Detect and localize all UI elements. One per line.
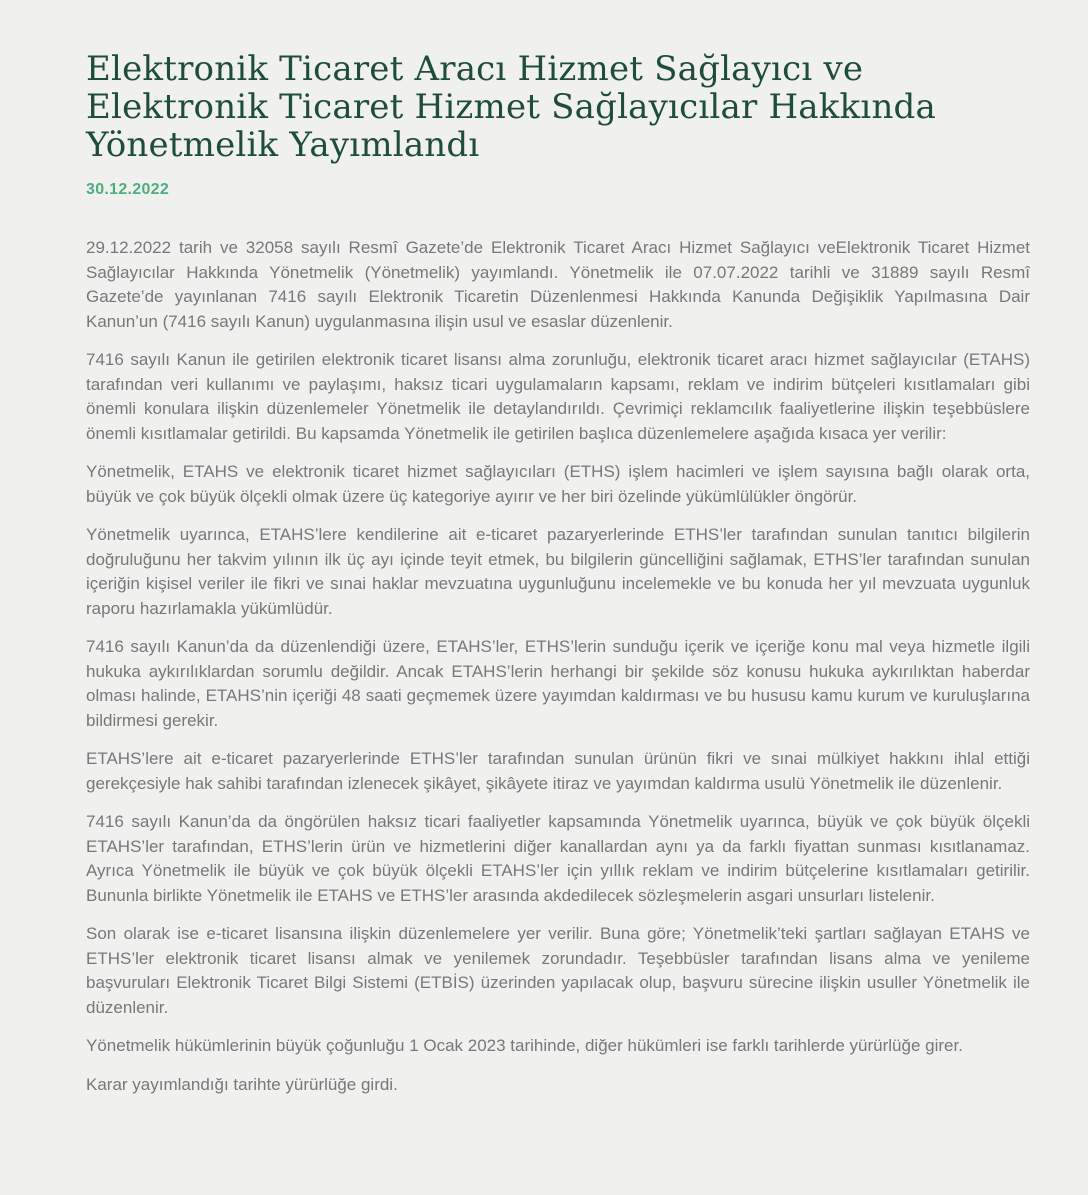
publish-date: 30.12.2022 (86, 181, 170, 198)
page-title (86, 50, 1030, 164)
article-paragraph: Son olarak ise e-ticaret lisansına ilişkin düzenlemelere yer verilir. Buna göre; Yönetmelik’teki şartları sağlayan ETAHS ve ETHS’ler elektronik ticaret lisansı almak ve yenilemek zorundadır. Teşebbüsler tarafından lisans alma ve yenileme başvuruları Elektronik Ticaret Bilgi Sistemi (ETBİS) üzerinden yapılacak olup, başvuru sürecine ilişkin usuller Yönetmelik ile düzenlenir. (86, 924, 1030, 1017)
article-paragraph: 7416 sayılı Kanun ile getirilen elektronik ticaret lisansı alma zorunluğu, elektronik ticaret aracı hizmet sağlayıcılar (ETAHS) tarafından veri kullanımı ve paylaşımı, haksız ticari uygulamaların kapsamı, reklam ve indirim bütçeleri kısıtlamaları gibi önemli konulara ilişkin düzenlemeler Yönetmelik ile detaylandırıldı. Çevrimiçi reklamcılık faaliyetlerine ilişkin teşebbüslere önemli kısıtlamalar getirildi. Bu kapsamda Yönetmelik ile getirilen başlıca düzenlemelere aşağıda kısaca yer verilir: (86, 350, 1030, 443)
article-paragraph: Yönetmelik uyarınca, ETAHS’lere kendilerine ait e-ticaret pazaryerlerinde ETHS’ler tarafından sunulan tanıtıcı bilgilerin doğruluğunu her takvim yılının ilk üç ayı içinde teyit etmek, bu bilgilerin güncelliğini sağlamak, ETHS’ler tarafından sunulan içeriğin kişisel veriler ile fikri ve sınai haklar mevzuatına uygunluğunu incelemekle ve bu konuda her yıl mevzuata uygunluk raporu hazırlamakla yükümlüdür. (86, 525, 1030, 618)
article-paragraph: 29.12.2022 tarih ve 32058 sayılı Resmî Gazete’de Elektronik Ticaret Aracı Hizmet Sağlayıcı veElektronik Ticaret Hizmet Sağlayıcılar Hakkında Yönetmelik (Yönetmelik) yayımlandı. Yönetmelik ile 07.07.2022 tarihli ve 31889 sayılı Resmî Gazete’de yayınlanan 7416 sayılı Elektronik Ticaretin Düzenlenmesi Hakkında Kanunda Değişiklik Yapılmasına Dair Kanun’un (7416 sayılı Kanun) uygulanmasına ilişin usul ve esaslar düzenlenir. (86, 238, 1030, 331)
page-title-line: Elektronik Ticaret Hizmet Sağlayıcılar Hakkında (86, 87, 936, 127)
article-paragraph: 7416 sayılı Kanun’da da düzenlendiği üzere, ETAHS’ler, ETHS’lerin sunduğu içerik ve içeriğe konu mal veya hizmetle ilgili hukuka aykırılıklardan sorumlu değildir. Ancak ETAHS’lerin herhangi bir şekilde söz konusu hukuka aykırılıktan haberdar olması halinde, ETAHS’nin içeriği 48 saati geçmemek üzere yayımdan kaldırması ve bu hususu kamu kurum ve kuruluşlarına bildirmesi gerekir. (86, 637, 1030, 730)
article-paragraph: ETAHS’lere ait e-ticaret pazaryerlerinde ETHS’ler tarafından sunulan ürünün fikri ve sınai mülkiyet hakkını ihlal ettiği gerekçesiyle hak sahibi tarafından izlenecek şikâyet, şikâyete itiraz ve yayımdan kaldırma usulü Yönetmelik ile düzenlenir. (86, 749, 1030, 793)
article-body (86, 236, 1030, 1097)
page-title-line: Yönetmelik Yayımlandı (86, 125, 480, 165)
article-paragraph: 7416 sayılı Kanun’da da öngörülen haksız ticari faaliyetler kapsamında Yönetmelik uyarınca, büyük ve çok büyük ölçekli ETAHS’ler tarafından, ETHS’lerin ürün ve hizmetlerini diğer kanallardan aynı ya da farklı fiyattan sunması kısıtlanamaz. Ayrıca Yönetmelik ile büyük ve çok büyük ölçekli ETAHS’ler için yıllık reklam ve indirim bütçelerine kısıtlamaları getirilir. Bununla birlikte Yönetmelik ile ETAHS ve ETHS’ler arasında akdedilecek sözleşmelerin asgari unsurları listelenir. (86, 812, 1030, 905)
article-paragraph: Yönetmelik, ETAHS ve elektronik ticaret hizmet sağlayıcıları (ETHS) işlem hacimleri ve işlem sayısına bağlı olarak orta, büyük ve çok büyük ölçekli olmak üzere üç kategoriye ayırır ve her biri özelinde yükümlülükler öngörür. (86, 462, 1030, 506)
article-paragraph: Karar yayımlandığı tarihte yürürlüğe girdi. (86, 1074, 398, 1094)
page-title-line: Elektronik Ticaret Aracı Hizmet Sağlayıcı ve (86, 49, 864, 89)
article-paragraph: Yönetmelik hükümlerinin büyük çoğunluğu 1 Ocak 2023 tarihinde, diğer hükümleri ise farklı tarihlerde yürürlüğe girer. (86, 1036, 963, 1055)
